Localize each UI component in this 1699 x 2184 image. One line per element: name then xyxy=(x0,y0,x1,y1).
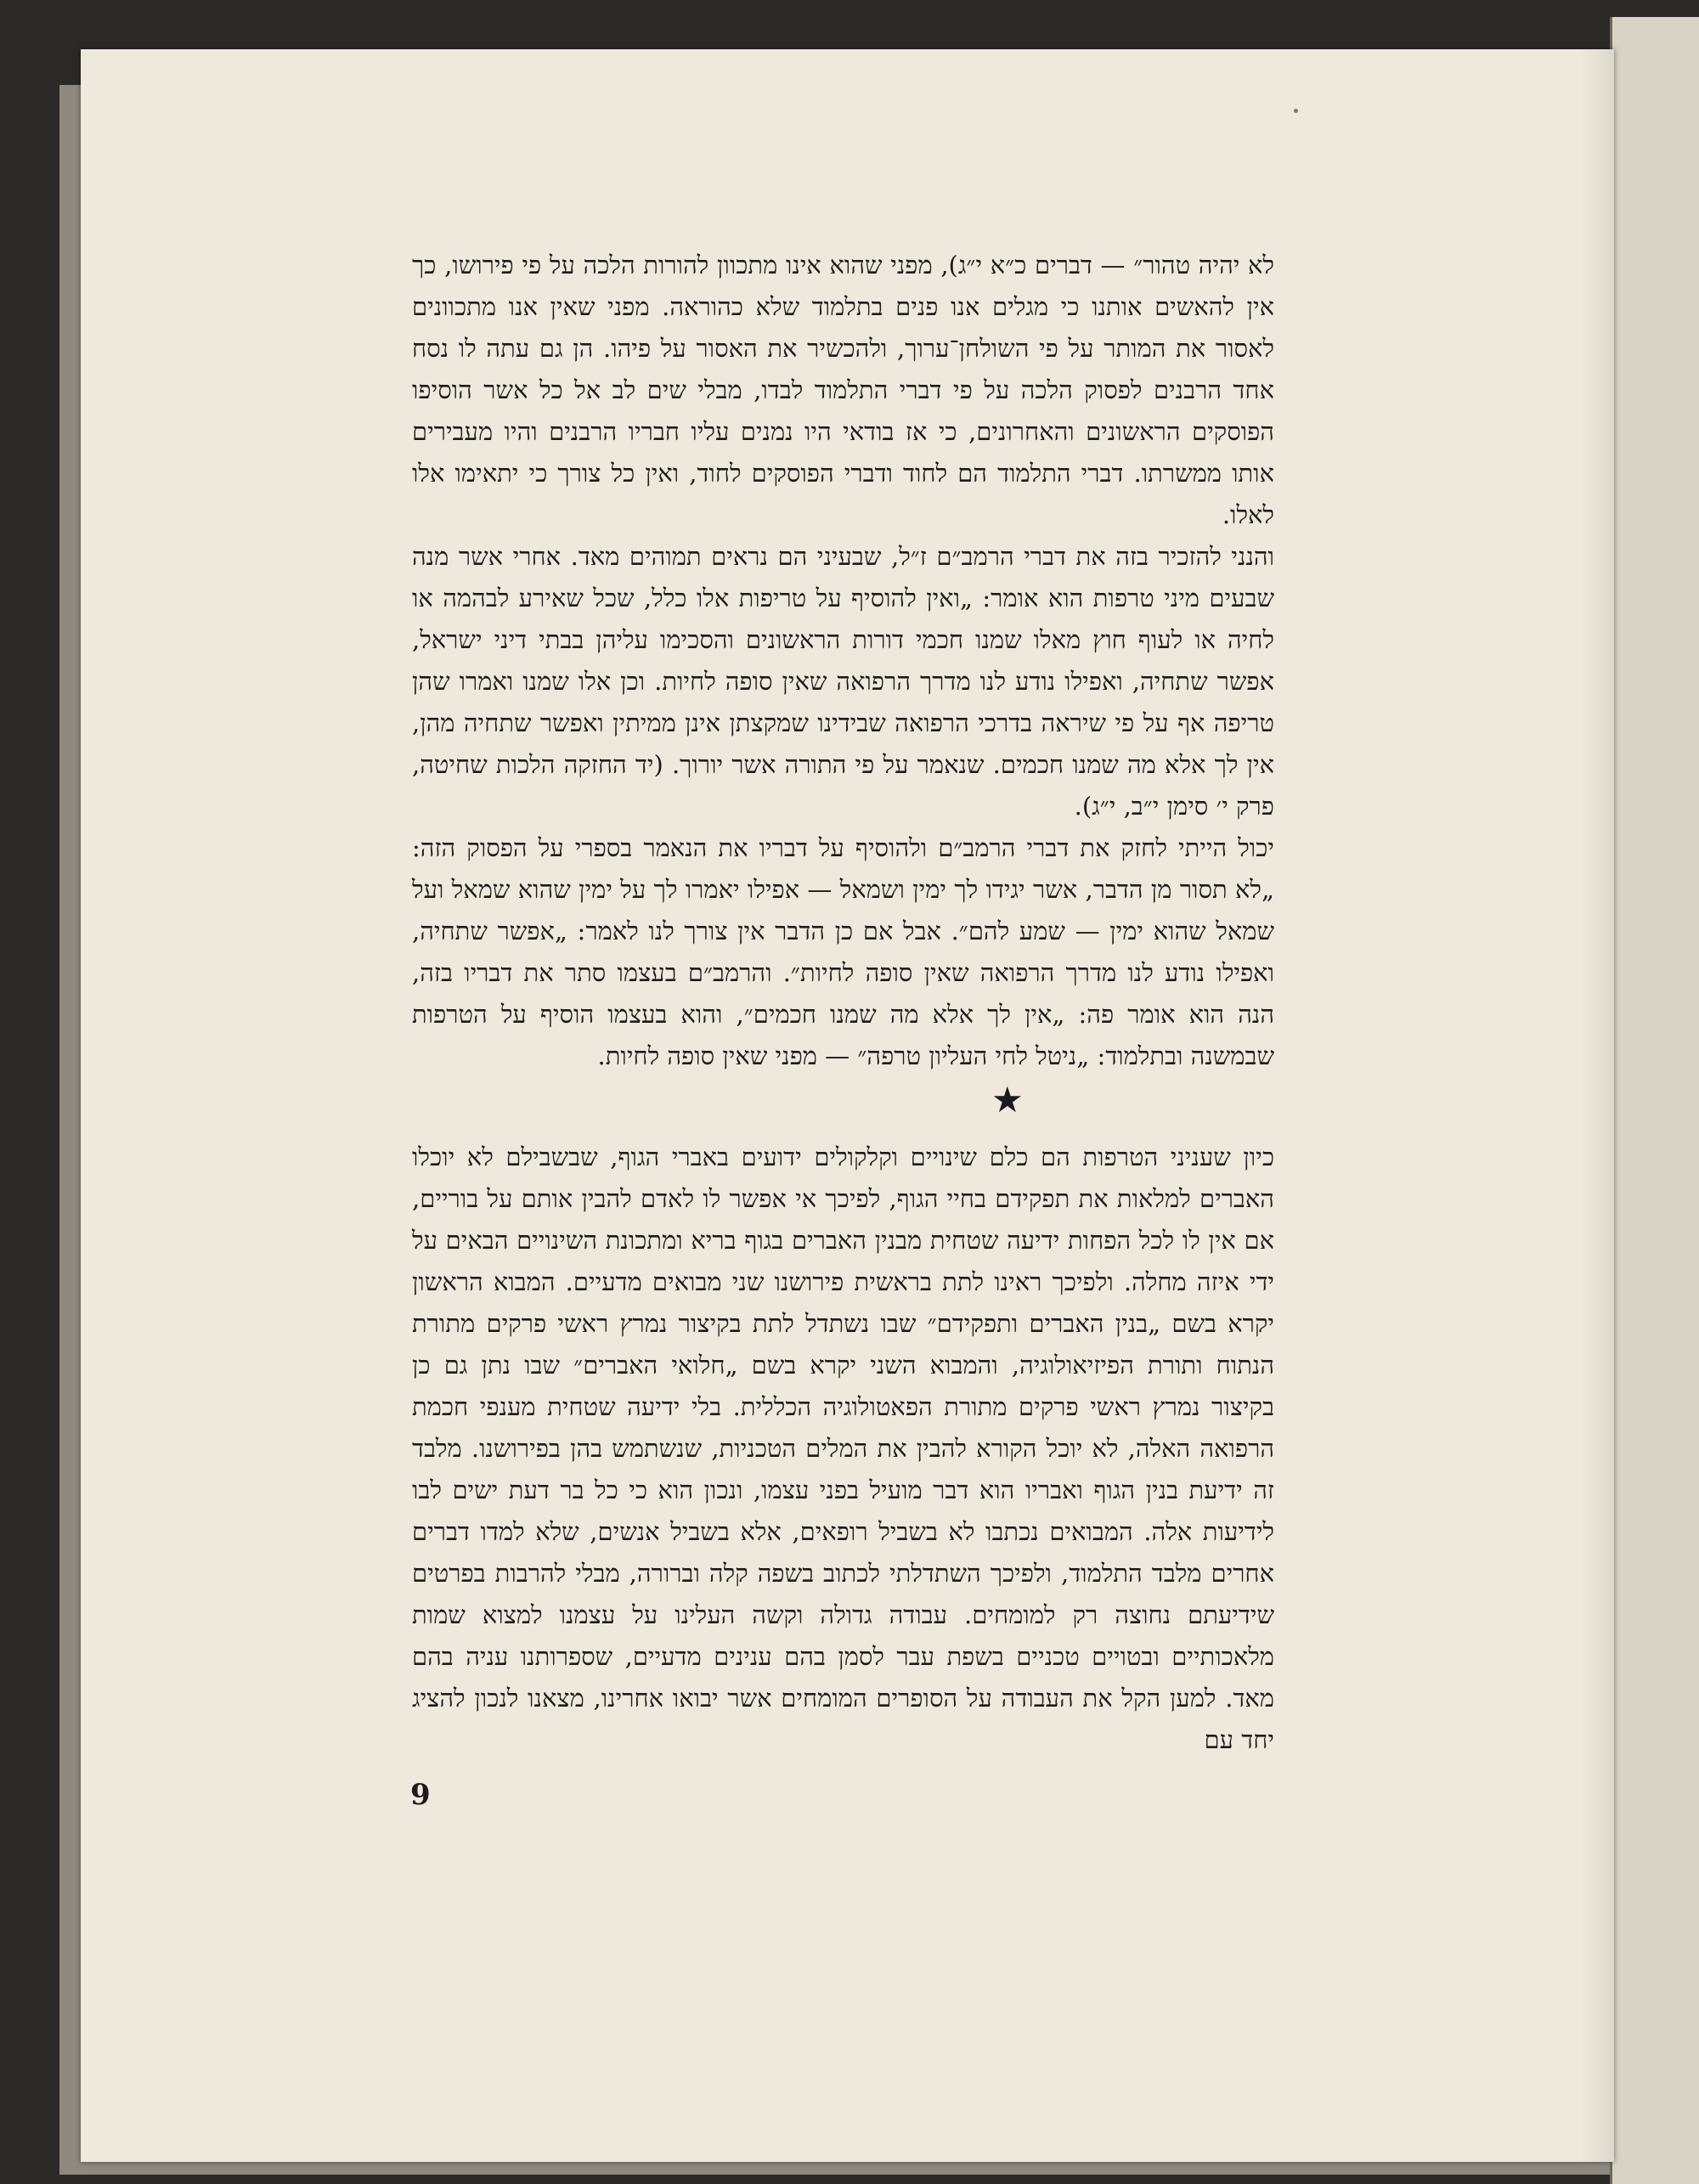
page-number: 9 xyxy=(410,1778,431,1812)
text-block-bottom xyxy=(412,1137,1274,1761)
page-speck xyxy=(1294,109,1298,113)
paragraph: כיון שעניני הטרפות הם כלם שינויים וקלקולים ידועים באברי הגוף, שבשבילם לא יוכלו האברים למלאות את תפקידם בחיי הגוף, לפיכך אי אפשר לו לאדם להבין אותם על בוריים, אם אין לו לכל הפחות ידיעה שטחית מבנין האברים בגוף בריא ומתכונת השינויים הבאים על ידי איזה מחלה. ולפיכך ראינו לתת בראשית פירושנו שני מבואים מדעיים. המבוא הראשון יקרא בשם „בנין האברים ותפקידם״ שבו נשתדל לתת בקיצור נמרץ ראשי פרקים מתורת הנתוח ותורת הפיזיאולוגיה, והמבוא השני יקרא בשם „חלואי האברים״ שבו נתן גם כן בקיצור נמרץ ראשי פרקים מתורת הפאטולוגיה הכללית. בלי ידיעה שטחית מענפי חכמת הרפואה האלה, לא יוכל הקורא להבין את המלים הטכניות, שנשתמש בהן בפירושנו. מלבד זה ידיעת בנין הגוף ואבריו הוא דבר מועיל בפני עצמו, ונכון הוא כי כל בר דעת ישים לבו לידיעות אלה. המבואים נכתבו לא בשביל רופאים, אלא בשביל אנשים, שלא למדו דברים אחרים מלבד התלמוד, ולפיכך השתדלתי לכתוב בשפה קלה וברורה, מבלי להרבות בפרטים שידיעתם נחוצה רק למומחים. עבודה גדולה וקשה העלינו על עצמנו למצוא שמות מלאכותיים ובטויים טכניים בשפת עבר לסמן בהם ענינים מדעיים, שספרותנו עניה בהם מאד. למען הקל את העבודה על הסופרים המומחים אשר יבואו אחרינו, מצאנו לנכון להציג יחד עם xyxy=(412,1143,1274,1754)
text-block-top xyxy=(412,245,1274,1077)
book-cover-edge xyxy=(1610,17,1699,2184)
paragraph: והנני להזכיר בזה את דברי הרמב״ם ז״ל, שבעיני הם נראים תמוהים מאד. אחרי אשר מנה שבעים מיני טרפות הוא אומר: „ואין להוסיף על טריפות אלו כלל, שכל שאירע לבהמה או לחיה או לעוף חוץ מאלו שמנו חכמי דורות הראשונים והסכימו עליהן בבתי דיני ישראל, אפשר שתחיה, ואפילו נודע לנו מדרך הרפואה שאין סופה לחיות. וכן אלו שמנו ואמרו שהן טריפה אף על פי שיראה בדרכי הרפואה שבידינו שמקצתן אינן ממיתין ואפשר שתחיה מהן, אין לך אלא מה שמנו חכמים. שנאמר על פי התורה אשר יורוך. (יד החזקה הלכות שחיטה, פרק י׳ סימן י״ב, י״ג). xyxy=(412,542,1274,821)
paragraph: לא יהיה טהור״ — דברים כ״א י״ג), מפני שהוא אינו מתכוון להורות הלכה על פי פירושו, כך אין להאשים אותנו כי מגלים אנו פנים בתלמוד שלא כהוראה. מפני שאין אנו מתכוונים לאסור את המותר על פי השולחן־ערוך, ולהכשיר את האסור על פיהו. הן גם עתה לו נסח אחד הרבנים לפסוק הלכה על פי דברי התלמוד לבדו, מבלי שים לב אל כל אשר הוסיפו הפוסקים הראשונים והאחרונים, כי אז בודאי היו נמנים עליו חבריו הרבנים והיו מעבירים אותו ממשרתו. דברי התלמוד הם לחוד ודברי הפוסקים לחוד, ואין כל צורך כי יתאימו אלו לאלו. xyxy=(412,251,1274,529)
page-gutter-shadow xyxy=(1580,49,1614,2162)
paragraph: יכול הייתי לחזק את דברי הרמב״ם ולהוסיף על דבריו את הנאמר בספרי על הפסוק הזה: „לא תסור מן הדבר, אשר יגידו לך ימין ושמאל — אפילו יאמרו לך על ימין שהוא שמאל ועל שמאל שהוא ימין — שמע להם״. אבל אם כן הדבר אין צורך לנו לאמר: „אפשר שתחיה, ואפילו נודע לנו מדרך הרפואה שאין סופה לחיות״. והרמב״ם בעצמו סתר את דבריו בזה, הנה הוא אומר פה: „אין לך אלא מה שמנו חכמים״, והוא בעצמו הוסיף על הטרפות שבמשנה ובתלמוד: „ניטל לחי העליון טרפה״ — מפני שאין סופה לחיות. xyxy=(412,833,1274,1070)
book-page xyxy=(81,49,1614,2162)
section-separator-star: ★ xyxy=(991,1079,1024,1120)
